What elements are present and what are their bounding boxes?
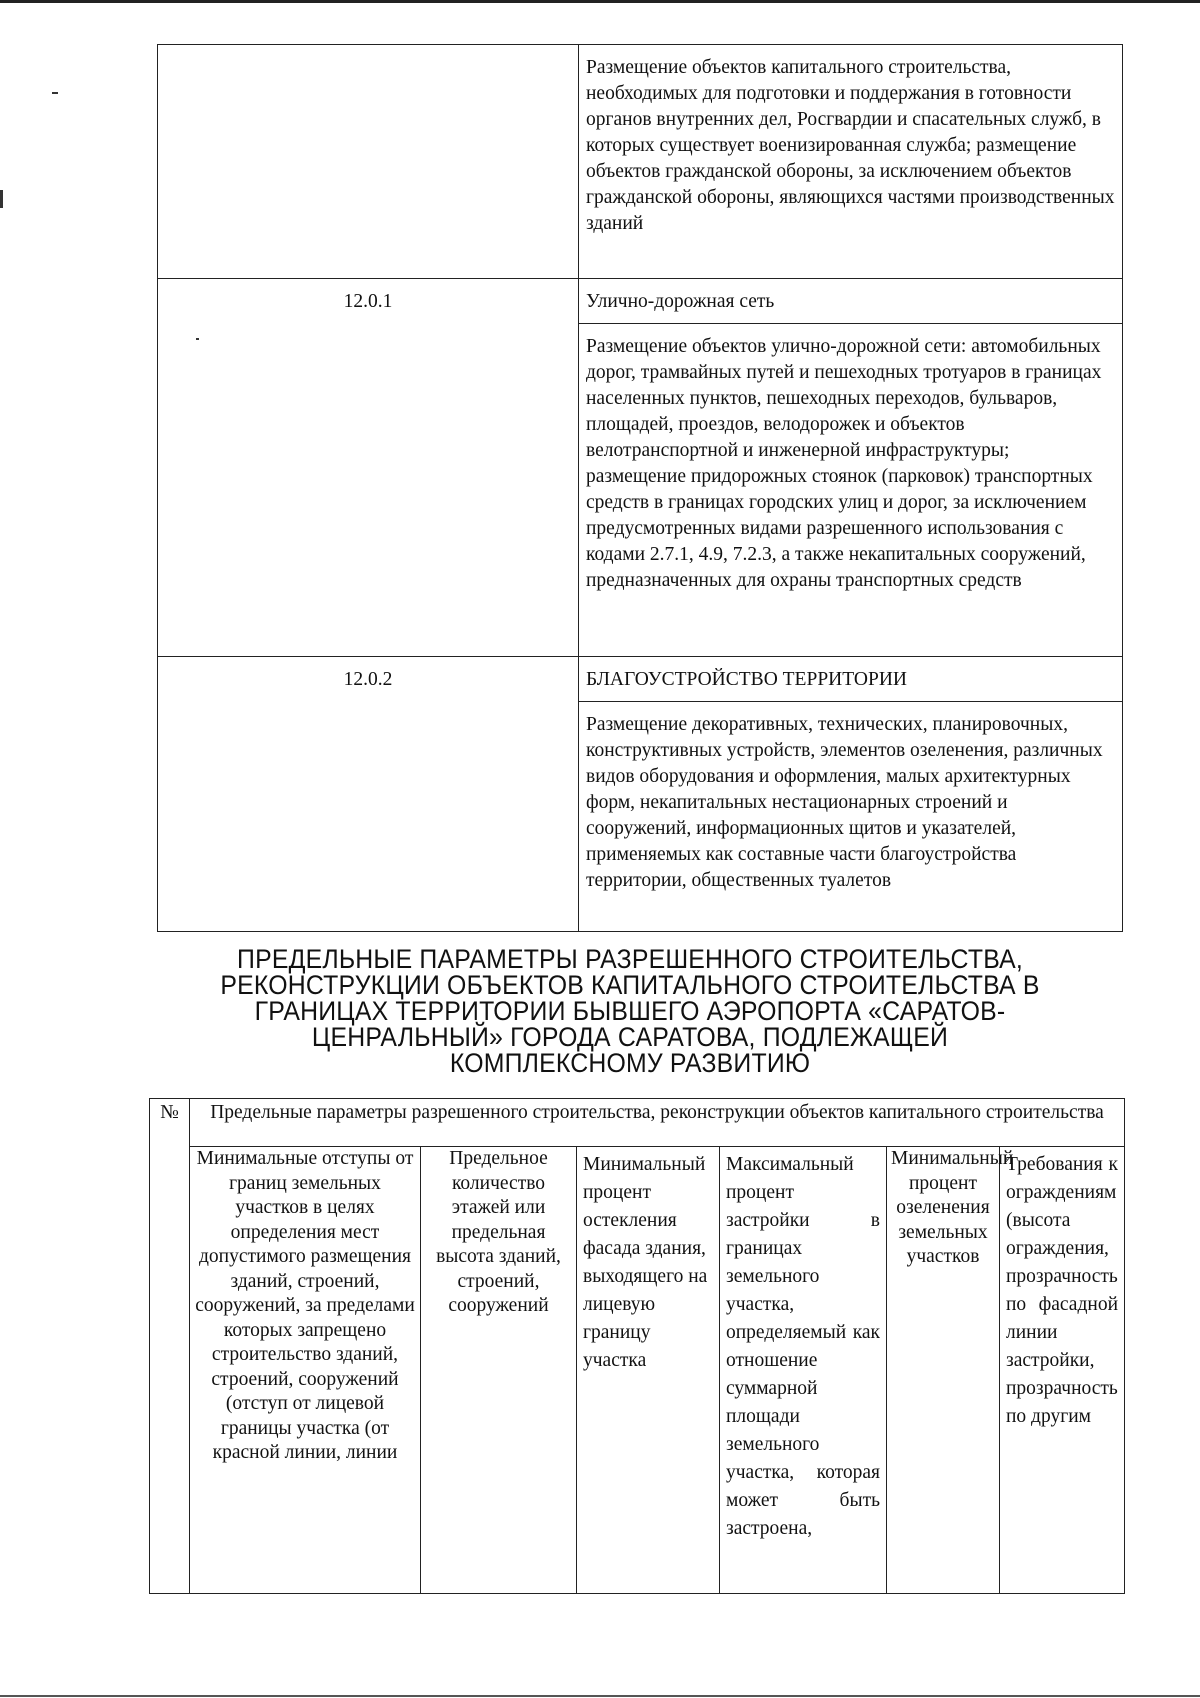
parameters-table (149, 1098, 1125, 1594)
scan-edge-top (0, 0, 1200, 3)
scan-mark (52, 92, 58, 94)
table-row (158, 279, 1123, 324)
table-row (150, 1099, 1125, 1147)
number-header: № (150, 1099, 190, 1594)
description-cell: Размещение декоративных, технических, планировочных, конструктивных устройств, элементов озеленения, различных видов оборудования и оформления, малых архитектурных форм, некапитальных нестационарных строений и сооружений, информационных щитов и указателей, применяемых как составные части благоустройства территории, общественных туалетов (579, 702, 1123, 932)
heading-line: КОМПЛЕКСНОМУ РАЗВИТИЮ (449, 1048, 811, 1078)
heading-line: ПРЕДЕЛЬНЫЕ ПАРАМЕТРЫ РАЗРЕШЕННОГО СТРОИТЕЛЬСТВА, (237, 944, 1023, 974)
column-header-text: Минимальные отступы от границ земельных участков в целях определения мест допустимого размещения зданий, строений, сооружений, за пределами которых запрещено строительство зданий, строений, сооружений (отступ от лицевой границы участка (от красной линии, линии (195, 1148, 415, 1463)
code-cell (158, 45, 579, 279)
scan-mark (0, 190, 3, 208)
code-cell: 12.0.1 (158, 279, 579, 657)
section-heading (198, 946, 1063, 1076)
heading-line: ЦЕНРАЛЬНЫЙ» ГОРОДА САРАТОВА, ПОДЛЕЖАЩЕЙ (311, 1022, 949, 1052)
name-cell: Улично-дорожная сеть (579, 279, 1123, 324)
scan-edge-bottom (0, 1695, 1200, 1697)
table-row (158, 45, 1123, 279)
table-row (158, 657, 1123, 702)
group-header: Предельные параметры разрешенного строительства, реконструкции объектов капитального строительства (190, 1099, 1125, 1147)
land-use-table (157, 44, 1123, 932)
column-header-greenery: Минимальный процент озеленения земельных участков (887, 1147, 1000, 1594)
column-header-coverage (720, 1147, 887, 1594)
code-cell: 12.0.2 (158, 657, 579, 932)
name-cell: БЛАГОУСТРОЙСТВО ТЕРРИТОРИИ (579, 657, 1123, 702)
heading-line: ГРАНИЦАХ ТЕРРИТОРИИ БЫВШЕГО АЭРОПОРТА «САРАТОВ- (254, 996, 1006, 1026)
column-header-setbacks (190, 1147, 421, 1594)
column-header-floors: Предельное количество этажей или предельная высота зданий, строений, сооружений (421, 1147, 577, 1594)
heading-line: РЕКОНСТРУКЦИИ ОБЪЕКТОВ КАПИТАЛЬНОГО СТРОИТЕЛЬСТВА В (220, 970, 1040, 1000)
column-header-text: Требования к ограждениям (высота ограждения, прозрачность по фасадной линии застройки, прозрачность по другим (1006, 1154, 1119, 1427)
column-header-fences (1000, 1147, 1125, 1594)
description-cell: Размещение объектов улично-дорожной сети: автомобильных дорог, трамвайных путей и пешеходных тротуаров в границах населенных пунктов, пешеходных переходов, бульваров, площадей, проездов, велодорожек и объектов велотранспортной и инженерной инфраструктуры; размещение придорожных стоянок (парковок) транспортных средств в границах городских улиц и дорог, за исключением предусмотренных видами разрешенного использования с кодами 2.7.1, 4.9, 7.2.3, а также некапитальных сооружений, предназначенных для охраны транспортных средств (579, 324, 1123, 657)
column-header-text: Максимальный процент застройки в границах земельного участка, определяемый как отношение суммарной площади земельного участка, которая может быть застроена, (726, 1154, 880, 1539)
table-row (150, 1147, 1125, 1594)
column-header-glazing: Минимальный процент остекления фасада здания, выходящего на лицевую границу участка (577, 1147, 720, 1594)
description-cell: Размещение объектов капитального строительства, необходимых для подготовки и поддержания в готовности органов внутренних дел, Росгвардии и спасательных служб, в которых существует военизированная служба; размещение объектов гражданской обороны, за исключением объектов гражданской обороны, являющихся частями производственных зданий (579, 45, 1123, 279)
